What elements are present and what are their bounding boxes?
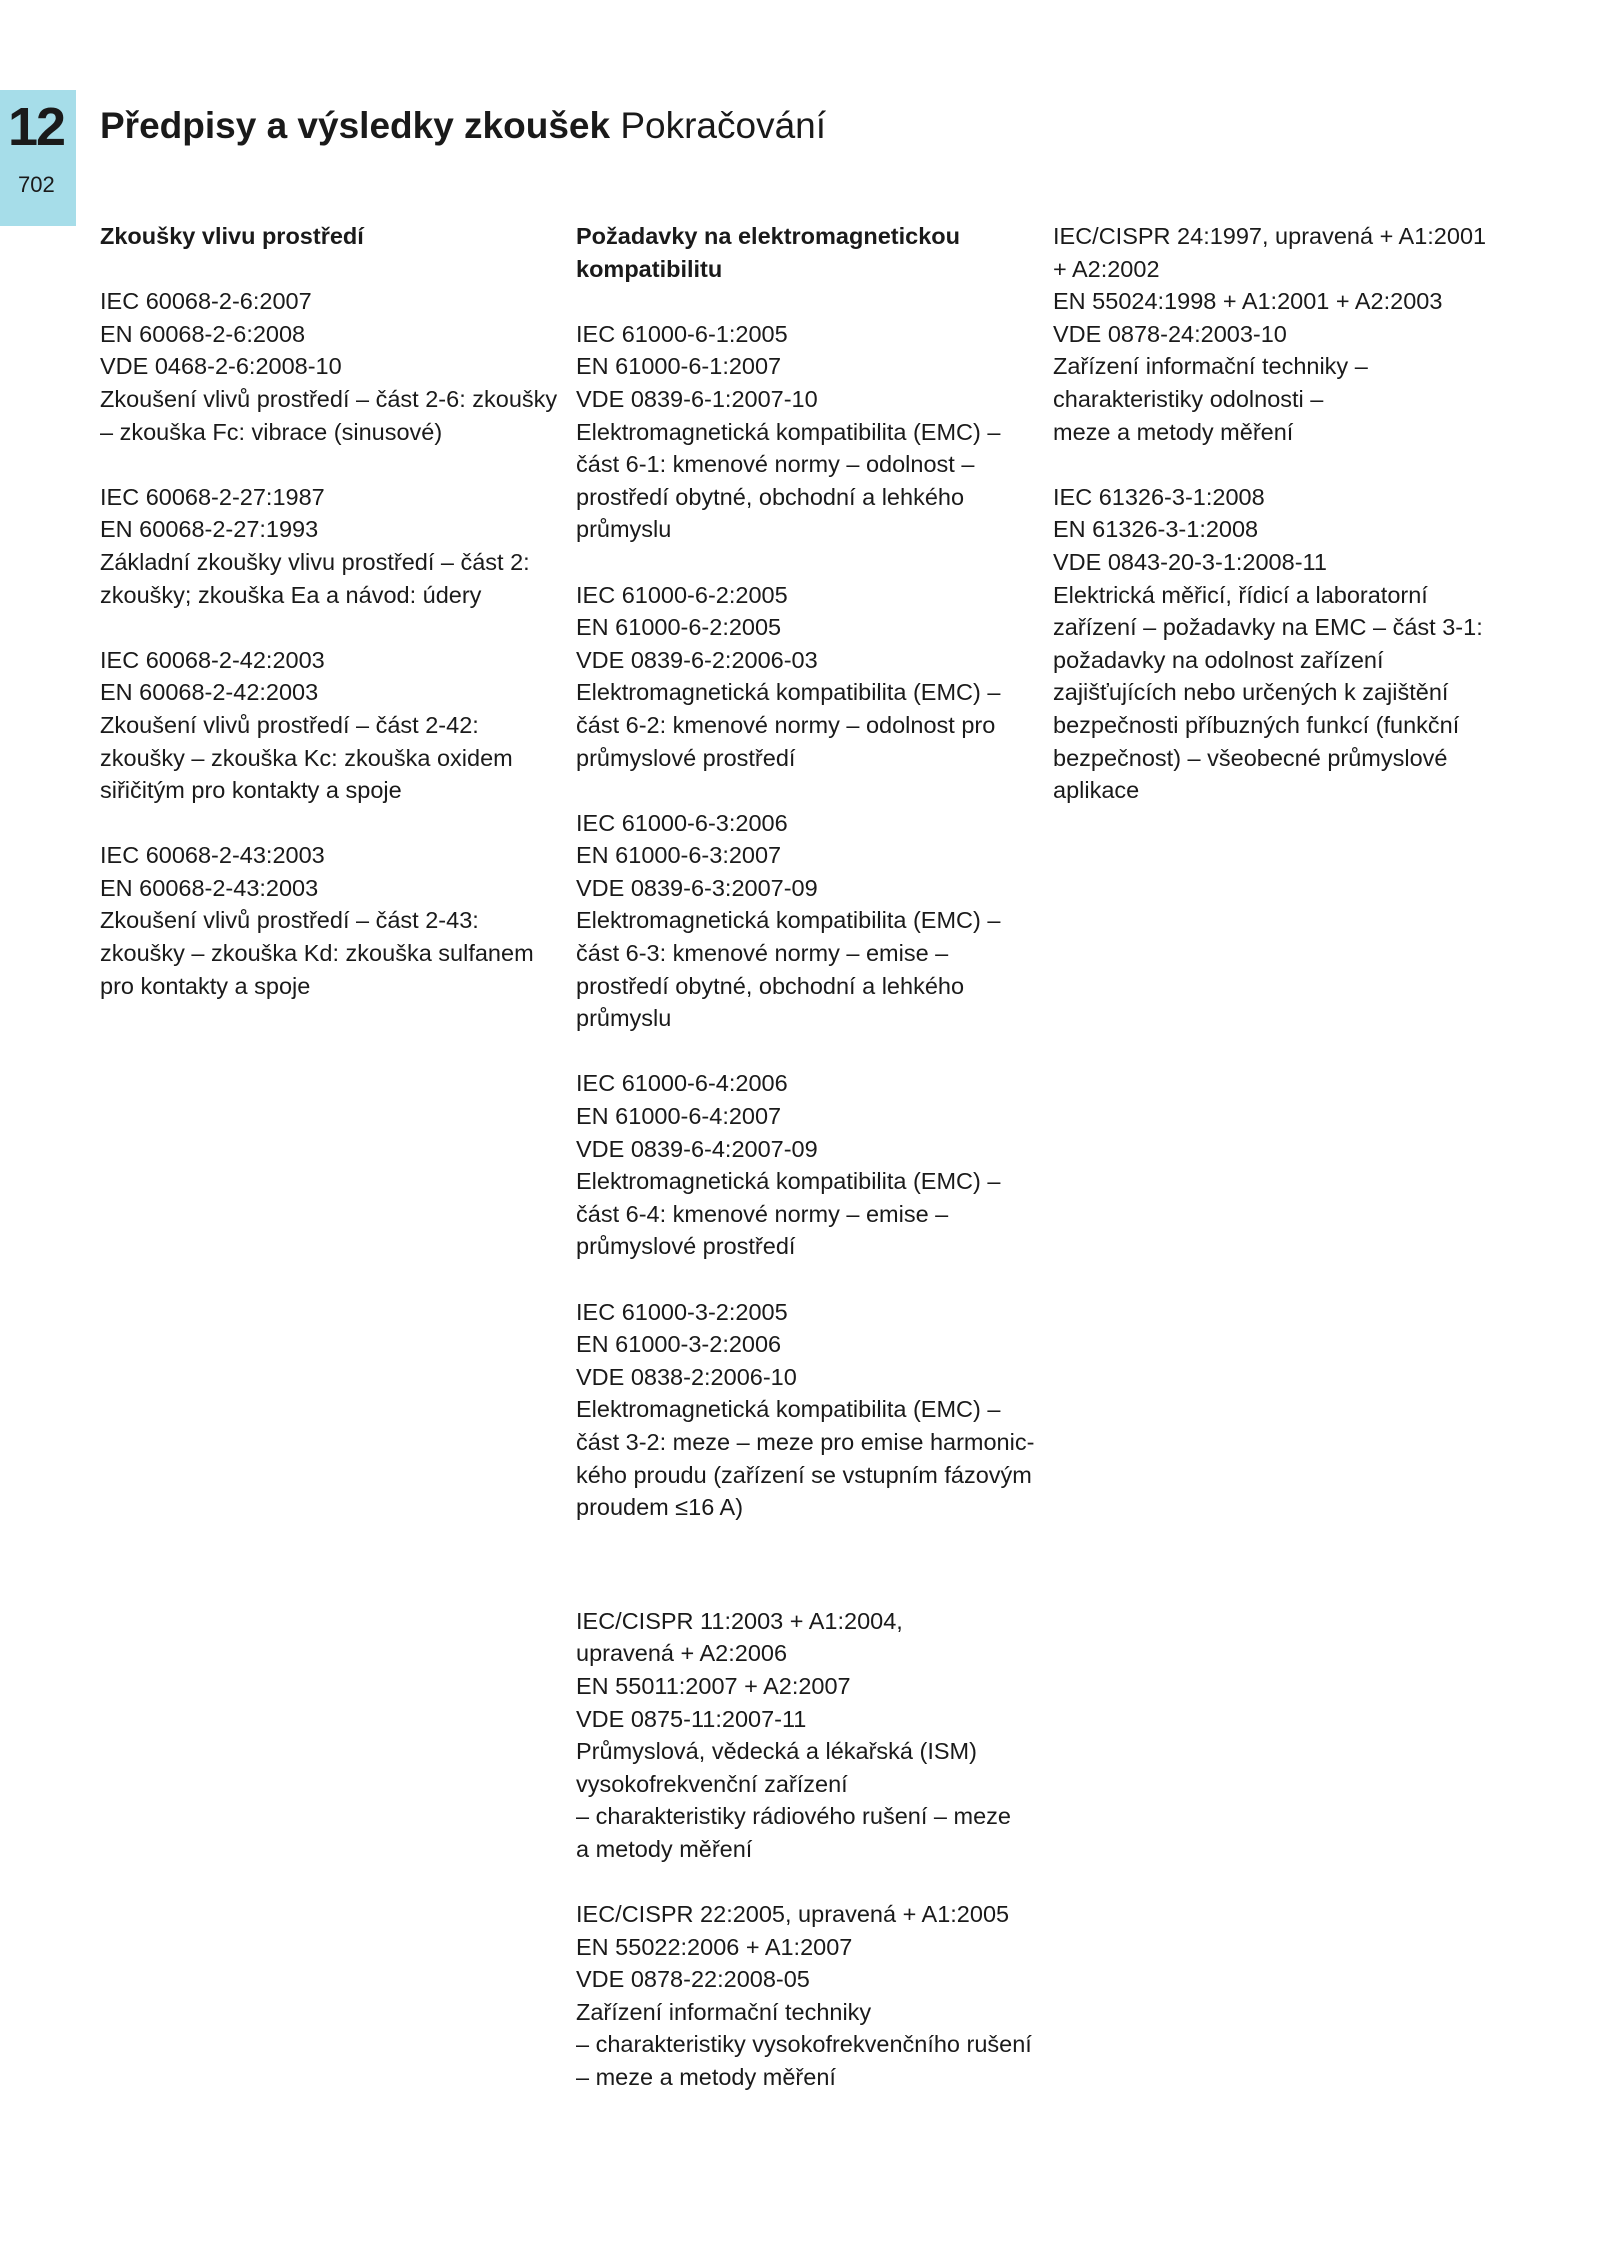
standard-ref: VDE 0839-6-2:2006-03	[576, 646, 818, 673]
standard-description: Zkoušení vlivů prostředí – část 2-42:	[100, 711, 479, 738]
standard-entry	[576, 318, 1038, 546]
standard-ref: VDE 0878-22:2008-05	[576, 1966, 810, 1993]
standard-description: část 3-2: meze – meze pro emise harmonic-	[576, 1428, 1035, 1455]
standard-entry	[576, 1296, 1038, 1524]
standard-description: část 6-2: kmenové normy – odolnost pro	[576, 711, 996, 738]
standard-ref: IEC 60068-2-27:1987	[100, 483, 325, 510]
standard-ref: EN 55022:2006 + A1:2007	[576, 1933, 853, 1960]
standard-description: Elektromagnetická kompatibilita (EMC) –	[576, 1396, 1001, 1423]
standard-ref: EN 60068-2-43:2003	[100, 874, 319, 901]
standard-description: prostředí obytné, obchodní a lehkého	[576, 483, 965, 510]
column-environmental-tests	[100, 220, 558, 1035]
standard-ref: EN 60068-2-42:2003	[100, 679, 319, 706]
standard-description: průmyslové prostředí	[576, 1233, 796, 1260]
standard-entry	[100, 481, 555, 611]
standard-entry	[576, 579, 1038, 775]
standard-entry	[1053, 481, 1523, 807]
standard-description: zkoušky – zkouška Kd: zkouška sulfanem	[100, 940, 534, 967]
section-heading	[576, 220, 1038, 285]
standard-description: Zkoušení vlivů prostředí – část 2-6: zkoušky	[100, 385, 558, 412]
standard-entry	[1053, 220, 1523, 448]
page-title-main: Předpisy a výsledky zkoušek	[100, 105, 611, 146]
standard-ref: IEC/CISPR 11:2003 + A1:2004,	[576, 1607, 903, 1634]
standard-description: Elektrická měřicí, řídicí a laboratorní	[1053, 581, 1428, 608]
standard-ref: VDE 0839-6-3:2007-09	[576, 874, 818, 901]
standard-entry	[576, 1605, 1038, 1866]
standard-description: bezpečnosti příbuzných funkcí (funkční	[1053, 711, 1460, 738]
standard-ref: IEC 60068-2-6:2007	[100, 288, 312, 315]
heading-line: Zkoušky vlivu prostředí	[100, 223, 364, 249]
column-emc-continued	[1053, 220, 1523, 839]
standard-ref: EN 55024:1998 + A1:2001 + A2:2003	[1053, 288, 1443, 315]
standard-ref: EN 61000-6-4:2007	[576, 1103, 782, 1130]
standard-description: aplikace	[1053, 777, 1140, 804]
standard-description: Průmyslová, vědecká a lékařská (ISM)	[576, 1738, 977, 1765]
standard-ref: EN 55011:2007 + A2:2007	[576, 1672, 851, 1699]
standard-description: Elektromagnetická kompatibilita (EMC) –	[576, 679, 1001, 706]
standard-ref: IEC 60068-2-43:2003	[100, 842, 325, 869]
standard-ref: EN 61000-3-2:2006	[576, 1331, 782, 1358]
standard-ref: VDE 0839-6-4:2007-09	[576, 1135, 818, 1162]
standard-description: prostředí obytné, obchodní a lehkého	[576, 972, 965, 999]
standard-ref: IEC 61000-3-2:2005	[576, 1298, 788, 1325]
standard-description: Elektromagnetická kompatibilita (EMC) –	[576, 1168, 1001, 1195]
standard-ref: IEC 61326-3-1:2008	[1053, 483, 1265, 510]
standard-ref: IEC 61000-6-3:2006	[576, 809, 788, 836]
standard-description: průmyslu	[576, 1005, 672, 1032]
standard-ref: IEC/CISPR 22:2005, upravená + A1:2005	[576, 1901, 1010, 1928]
standard-description: požadavky na odolnost zařízení	[1053, 646, 1384, 673]
standard-ref: IEC 60068-2-42:2003	[100, 646, 325, 673]
standard-entry	[100, 839, 555, 1002]
standard-ref: upravená + A2:2006	[576, 1640, 788, 1667]
standard-ref: EN 61000-6-2:2005	[576, 614, 782, 641]
column-emc-requirements	[576, 220, 1038, 2126]
page-title	[100, 105, 826, 148]
standard-ref: VDE 0875-11:2007-11	[576, 1705, 807, 1732]
standard-ref: IEC/CISPR 24:1997, upravená + A1:2001	[1053, 223, 1487, 249]
standard-description: meze a metody měření	[1053, 418, 1294, 445]
standard-description: bezpečnost) – všeobecné průmyslové	[1053, 744, 1448, 771]
heading-line: kompatibilitu	[576, 255, 723, 282]
standard-ref: + A2:2002	[1053, 255, 1160, 282]
standard-entry	[576, 807, 1038, 1035]
standard-ref: EN 61326-3-1:2008	[1053, 516, 1259, 543]
standard-description: Zařízení informační techniky	[576, 1998, 872, 2025]
standard-description: a metody měření	[576, 1835, 753, 1862]
standard-description: Zařízení informační techniky –	[1053, 353, 1368, 380]
standard-description: část 6-3: kmenové normy – emise –	[576, 940, 949, 967]
page-number: 702	[18, 172, 55, 197]
standard-description: část 6-4: kmenové normy – emise –	[576, 1200, 949, 1227]
standard-description: kého proudu (zařízení se vstupním fázovým	[576, 1461, 1032, 1488]
section-heading	[100, 220, 555, 253]
standard-description: proudem ≤16 A)	[576, 1494, 744, 1521]
chapter-number: 12	[8, 97, 65, 157]
standard-ref: EN 60068-2-6:2008	[100, 320, 306, 347]
standard-description: pro kontakty a spoje	[100, 972, 311, 999]
standard-ref: VDE 0878-24:2003-10	[1053, 320, 1287, 347]
standard-description: – charakteristiky rádiového rušení – meze	[576, 1803, 1011, 1830]
standard-description: průmyslu	[576, 516, 672, 543]
standard-ref: EN 61000-6-1:2007	[576, 353, 782, 380]
standard-ref: VDE 0843-20-3-1:2008-11	[1053, 548, 1327, 575]
standard-description: Elektromagnetická kompatibilita (EMC) –	[576, 907, 1001, 934]
standard-description: část 6-1: kmenové normy – odolnost –	[576, 451, 975, 478]
standard-entry	[576, 1067, 1038, 1263]
standard-description: průmyslové prostředí	[576, 744, 796, 771]
standard-description: zařízení – požadavky na EMC – část 3-1:	[1053, 614, 1483, 641]
standard-description: – zkouška Fc: vibrace (sinusové)	[100, 418, 443, 445]
standard-description: vysokofrekvenční zařízení	[576, 1770, 848, 1797]
standard-ref: EN 61000-6-3:2007	[576, 842, 782, 869]
standard-ref: VDE 0838-2:2006-10	[576, 1363, 797, 1390]
standard-ref: IEC 61000-6-1:2005	[576, 320, 788, 347]
standard-description: zkoušky – zkouška Kc: zkouška oxidem	[100, 744, 513, 771]
standard-entry	[100, 644, 555, 807]
standard-description: zkoušky; zkouška Ea a návod: údery	[100, 581, 482, 608]
standard-ref: IEC 61000-6-4:2006	[576, 1070, 788, 1097]
standard-ref: IEC 61000-6-2:2005	[576, 581, 788, 608]
standard-entry	[576, 1898, 1038, 2094]
standard-ref: EN 60068-2-27:1993	[100, 516, 319, 543]
page-title-continued: Pokračování	[620, 105, 827, 146]
heading-line: Požadavky na elektromagnetickou	[576, 223, 960, 249]
standard-description: charakteristiky odolnosti –	[1053, 385, 1324, 412]
standard-ref: VDE 0839-6-1:2007-10	[576, 385, 818, 412]
standard-description: Elektromagnetická kompatibilita (EMC) –	[576, 418, 1001, 445]
standard-description: zajišťujících nebo určených k zajištění	[1053, 679, 1449, 706]
standard-description: Zkoušení vlivů prostředí – část 2-43:	[100, 907, 479, 934]
standard-description: Základní zkoušky vlivu prostředí – část 2:	[100, 548, 530, 575]
standard-ref: VDE 0468-2-6:2008-10	[100, 353, 342, 380]
standard-description: – charakteristiky vysokofrekvenčního rušení	[576, 2031, 1032, 2058]
standard-entry	[100, 285, 558, 448]
standard-description: siřičitým pro kontakty a spoje	[100, 777, 402, 804]
standard-description: – meze a metody měření	[576, 2064, 836, 2091]
